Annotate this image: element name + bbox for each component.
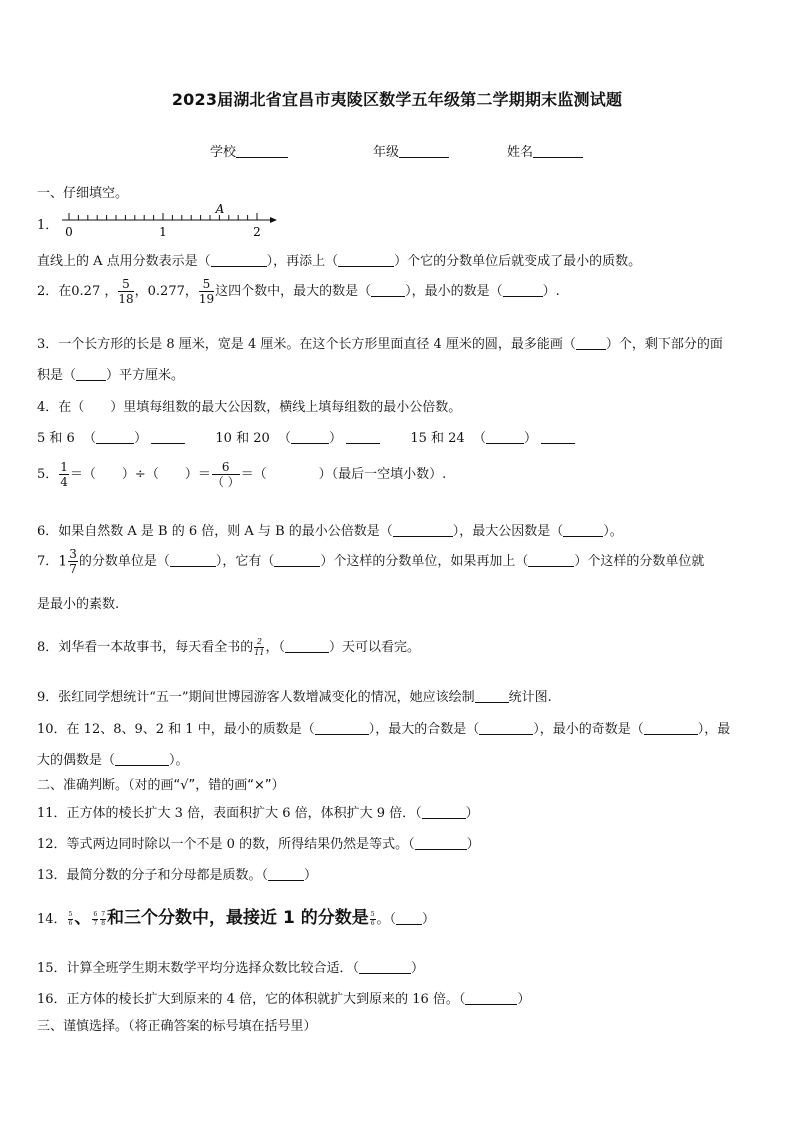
q6-blank-1[interactable] [393, 524, 453, 537]
q2-text: 2．在0.27 ， $\frac{5}{18}$ ，0.277， $\frac{5}{19}$ 这四个数中，最大的数是（ ），最小的数是（ ）. [37, 277, 560, 306]
q10-blank-4[interactable] [115, 753, 169, 766]
school-field [210, 141, 288, 160]
q13-text: 13．最简分数的分子和分母都是质数。（ ） [37, 868, 318, 883]
q7-blank-1[interactable] [170, 554, 216, 567]
q13-blank[interactable] [268, 868, 304, 881]
section-2-heading: 二、准确判断。（对的画“√”，错的画“×”） [37, 778, 285, 793]
q9-text: 9．张红同学想统计“五一”期间世博园游客人数增减变化的情况，她应该绘制 统计图. [37, 690, 552, 705]
q10-line-2: 大的偶数是（ ）。 [37, 753, 189, 768]
q4-gcd-blank-3[interactable] [486, 431, 524, 444]
axis-label-2: 2 [253, 225, 261, 239]
q9-blank[interactable] [475, 690, 509, 703]
q1-text: 直线上的 A 点用分数表示是（ ），再添上（ ）个它的分数单位后就变成了最小的质数。 [37, 254, 642, 269]
q7-blank-3[interactable] [528, 554, 574, 567]
grade-field [373, 141, 449, 160]
q15-blank[interactable] [359, 961, 411, 974]
section-3-heading: 三、谨慎选择。（将正确答案的标号填在括号里） [37, 1019, 317, 1034]
q10-blank-3[interactable] [644, 722, 698, 735]
q14-text: 14． $\frac{5}{6}$ 、 $\frac{6}{7}$ $\frac{7}{8}$ 和三个分数中，最接近 1 的分数是 $\frac{5}{6}$ 。（ ） [37, 908, 436, 928]
page-title: 2023届湖北省宜昌市夷陵区数学五年级第二学期期末监测试题 [171, 90, 623, 109]
fraction-answer-5-6: $\frac{5}{6}$ [370, 911, 375, 927]
axis-label-1: 1 [159, 225, 167, 239]
q4-lcm-blank-1[interactable] [151, 431, 185, 444]
q12-blank[interactable] [415, 837, 467, 850]
q8-blank[interactable] [285, 640, 329, 653]
school-blank[interactable] [236, 144, 288, 158]
q14-blank[interactable] [396, 912, 422, 925]
q16-blank[interactable] [465, 992, 517, 1005]
fraction-1-4: $\frac{1}{4}$ [60, 460, 68, 489]
q3-blank-2[interactable] [76, 368, 106, 381]
q3-line-1: 3．一个长方形的长是 8 厘米，宽是 4 厘米。在这个长方形里面直径 4 厘米的圆，最多能画（ ）个，剩下部分的面 [37, 337, 723, 352]
school-label: 学校 [210, 145, 237, 160]
q8-text: 8．刘华看一本故事书，每天看全书的 $\frac{2}{11}$ ，（ ）天可以看完。 [37, 637, 420, 657]
q4-lcm-blank-3[interactable] [541, 431, 575, 444]
section-1-heading: 一、仔细填空。 [37, 186, 129, 201]
q16-text: 16．正方体的棱长扩大到原来的 4 倍，它的体积就扩大到原来的 16 倍。（ ） [37, 992, 531, 1007]
q7-line-1: 7．1 $\frac{3}{7}$ 的分数单位是（ ），它有（ ）个这样的分数单位，如果再加上（ ）个这样的分数单位就 [37, 547, 705, 576]
grade-label: 年级 [373, 145, 400, 160]
fraction-6-7: $\frac{6}{7}$ [93, 911, 98, 927]
fraction-5-6: $\frac{5}{6}$ [68, 911, 73, 927]
q3-blank-1[interactable] [576, 337, 606, 350]
q6-text: 6．如果自然数 A 是 B 的 6 倍，则 A 与 B 的最小公倍数是（ ），最大公因数是（ ）。 [37, 524, 623, 539]
number-line [58, 203, 278, 239]
q7-blank-2[interactable] [274, 554, 320, 567]
q1-blank-1[interactable] [211, 254, 267, 267]
fraction-7-8: $\frac{7}{8}$ [101, 911, 106, 927]
q3-line-2: 积是（ ）平方厘米。 [37, 368, 185, 383]
q4-groups: 5 和 6 （ ） 10 和 20 （ ） 15 和 24 （ ） [37, 427, 575, 446]
mixed-fraction-3-7: $\frac{3}{7}$ [69, 547, 77, 576]
grade-blank[interactable] [399, 144, 449, 158]
q2-blank-1[interactable] [371, 284, 405, 297]
q11-text: 11．正方体的棱长扩大 3 倍，表面积扩大 6 倍，体积扩大 9 倍．（ ） [37, 806, 479, 821]
q10-blank-2[interactable] [479, 722, 533, 735]
name-label: 姓名 [507, 145, 534, 160]
q1-blank-2[interactable] [338, 254, 394, 267]
fraction-5-19: $\frac{5}{19}$ [198, 277, 215, 306]
q10-blank-1[interactable] [315, 722, 369, 735]
name-blank[interactable] [533, 144, 583, 158]
fraction-5-18: $\frac{5}{18}$ [118, 277, 134, 306]
q4-lcm-blank-2[interactable] [346, 431, 380, 444]
q11-blank[interactable] [422, 806, 466, 819]
fraction-6-blank: $\frac{6}{( )}$ [211, 460, 240, 489]
q2-blank-2[interactable] [503, 284, 543, 297]
q5-text: 5． $\frac{1}{4}$ ＝（ ）÷（ ）＝ $\frac{6}{( )}$ ＝（ ）（最后一空填小数）. [37, 460, 447, 489]
fraction-2-11: $\frac{2}{11}$ [254, 637, 265, 657]
q7-line-2: 是最小的素数. [37, 597, 120, 612]
q4-gcd-blank-1[interactable] [96, 431, 134, 444]
q15-text: 15．计算全班学生期末数学平均分选择众数比较合适．（ ） [37, 961, 425, 976]
name-field [507, 141, 583, 160]
q12-text: 12．等式两边同时除以一个不是 0 的数，所得结果仍然是等式。（ ） [37, 837, 480, 852]
q1-number: 1． [37, 218, 59, 233]
point-a-label: A [215, 203, 225, 216]
q10-line-1: 10．在 12、8、9、2 和 1 中，最小的质数是（ ），最大的合数是（ ），最小的奇数是（ ），最 [37, 722, 731, 737]
q4-gcd-blank-2[interactable] [291, 431, 329, 444]
q6-blank-2[interactable] [563, 524, 603, 537]
q4-text: 4．在（ ）里填每组数的最大公因数，横线上填每组数的最小公倍数。 [37, 400, 462, 415]
axis-label-0: 0 [65, 225, 73, 239]
